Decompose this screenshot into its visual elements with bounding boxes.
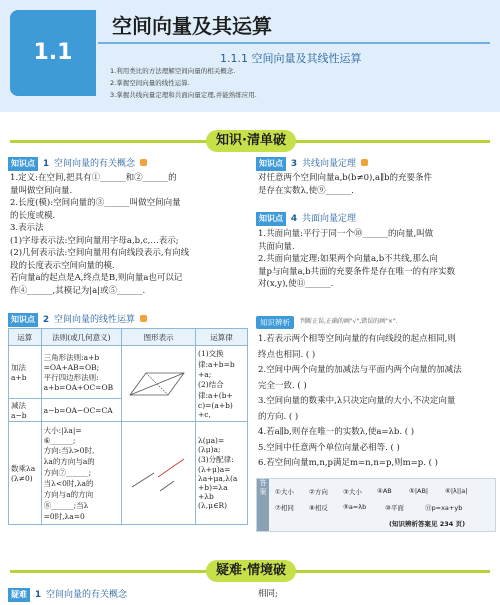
scalar-rule-line: 方向:当λ>0时,: [43, 445, 95, 455]
section-number: 1.1: [33, 40, 73, 65]
linear-operations-table: [8, 328, 248, 525]
add-rule-line: 平行四边形法则:: [43, 373, 99, 382]
subsection-title: 1.1.1 空间向量及其线性运算: [220, 52, 362, 65]
kp4-line: 2.共面向量定理:如果两个向量a,b不共线,那么向: [258, 254, 438, 264]
table-header-row: [9, 329, 248, 346]
analysis-item: 4.若a∥b,则存在唯一的实数λ,使a=λb. ( ): [258, 427, 415, 437]
kp1-line: 段的长度表示空间向量的模.: [10, 260, 115, 271]
kp2-name: 空间向量的线性运算: [54, 315, 136, 325]
analysis-item: 1.若表示两个相等空间向量的有向线段的起点相同,则: [258, 334, 456, 344]
law-line: (λ+μ)a=: [198, 465, 231, 474]
kp1-line: 的长度或模.: [10, 210, 56, 221]
kp1-name: 空间向量的有关概念: [54, 159, 136, 169]
vector-arrow: [158, 459, 184, 477]
law-line: +a;: [198, 370, 212, 379]
kp1-line: 量叫做空间向量.: [10, 185, 73, 196]
kp1-line: 1.定义:在空间,把具有①______和②______的: [10, 173, 177, 183]
kp1-number: 1: [42, 159, 50, 169]
add-rule-line: a+b=OA+OC=OB: [43, 383, 114, 392]
law-line: c)=(a+b): [198, 401, 233, 410]
scalar-rule-line: 方向与a的方向: [43, 489, 94, 499]
kp1-line: 若向量a的起点是A,终点是B,则向量a也可以记: [10, 273, 183, 283]
law-line: (λ,μ∈R): [198, 501, 228, 510]
scalar-laws: [196, 422, 248, 525]
answer-item: ⑧相反: [309, 504, 328, 512]
tip-icon: [361, 159, 368, 166]
kp2-tag: 知识点: [8, 313, 38, 327]
add-sub-laws: [196, 346, 248, 422]
table-header: 运算律: [196, 329, 248, 346]
answer-item: ⑥|λ||a|: [445, 487, 468, 495]
table-header: 法则(或几何意义): [41, 329, 122, 346]
kp4-line: 量p与向量a,b共面的充要条件是存在唯一的有序实数: [258, 266, 456, 277]
kp4-line: 共面向量.: [258, 241, 295, 252]
tip-icon: [140, 159, 147, 166]
difficulty-name: 空间向量的有关概念: [46, 590, 128, 600]
answer-item: ②方向: [309, 488, 328, 496]
kp1-line: 2.长度(模):空间向量的③______叫做空间向量: [10, 198, 181, 208]
kp3-heading: [256, 157, 368, 171]
add-rule-line: 三角形法则:a+b: [43, 353, 100, 362]
analysis-item: 2.空间中两个向量的加减法与平面内两个向量的加减法: [258, 365, 462, 375]
answer-item: ③大小: [343, 488, 362, 496]
law-line: (2)结合: [198, 380, 224, 389]
kp2-number: 2: [42, 315, 50, 325]
difficulty-kp-heading: [8, 588, 127, 602]
analysis-note: 判断正误,正确的画"√",错误的画"×".: [300, 318, 398, 325]
law-line: +c,: [198, 410, 211, 419]
knowledge-banner: [10, 130, 490, 152]
vector-arrow: [132, 473, 154, 487]
scalar-label-line: 数乘λa: [11, 464, 36, 473]
analysis-item: 6.若空间向量m,n,p满足m=n,n=p,则m=p. ( ): [258, 458, 438, 468]
section-title: 空间向量及其运算: [112, 14, 272, 38]
answer-tag: 答案: [257, 479, 269, 531]
kp3-text: [258, 172, 432, 197]
objective-3: 3.掌握共线向量定理和共面向量定理,并能熟练应用.: [110, 91, 257, 99]
kp1-line: 3.表示法: [10, 223, 44, 233]
kp4-name: 共面向量定理: [302, 214, 357, 224]
tip-icon: [140, 315, 147, 322]
add-label: 加法 a+b: [9, 346, 42, 399]
kp3-name: 共线向量定理: [302, 159, 357, 169]
knowledge-banner-label: 知识·清单破: [206, 130, 296, 152]
kp3-number: 3: [290, 159, 298, 169]
analysis-item: 5.空间中任意两个单位向量必相等. ( ): [258, 442, 400, 453]
scalar-rule-line: λa的方向与a的: [43, 456, 95, 466]
scalar-rule-line: ⑧______;当λ: [43, 500, 89, 510]
law-line: +λb: [198, 492, 214, 501]
analysis-items: [258, 332, 462, 472]
scalar-rule-line: =0时,λa=0: [43, 511, 85, 521]
difficulty-number: 1: [34, 590, 42, 600]
answer-item: ⑩平面: [385, 504, 404, 512]
scalar-rule-line: 当λ<0时,λa的: [43, 478, 94, 488]
add-rule: [41, 346, 122, 399]
kp1-text: [10, 172, 189, 297]
kp4-number: 4: [290, 214, 298, 224]
answer-item: ⑪p=xa+yb: [425, 504, 463, 512]
kp4-line: 对(x,y),使⑪______.: [258, 279, 334, 289]
kp3-tag: 知识点: [256, 157, 286, 171]
law-line: 律:a+b=b: [198, 360, 235, 369]
kp4-line: 1.共面向量:平行于同一个⑩______的向量,叫做: [258, 229, 434, 239]
law-line: λa+μa,λ(a: [198, 474, 238, 483]
table-row: [9, 346, 248, 399]
sub-rule: a−b=OA−OC=CA: [41, 399, 122, 422]
law-line: (3)分配律:: [198, 455, 234, 464]
law-line: (1)交换: [198, 349, 224, 358]
analysis-item: 3.空间向量的数乘中,λ只决定向量的大小,不决定向量: [258, 396, 456, 406]
kp4-text: [258, 228, 455, 291]
vector-arrow: [160, 481, 174, 491]
answer-item: ⑤|AB|: [409, 487, 429, 495]
kp1-line: 作④______,其模记为|a|或⑤______.: [10, 285, 146, 296]
difficulty-tag: 疑难: [8, 588, 30, 602]
scalar-rule-line: 大小:|λa|=: [43, 425, 82, 435]
analysis-item: 的方向. ( ): [258, 411, 299, 422]
table-header: 图形表示: [122, 329, 196, 346]
right-column-text: 相同;: [258, 589, 278, 599]
section-number-box: [10, 10, 96, 96]
difficulty-banner-label: 疑难·情境破: [206, 560, 296, 582]
objective-1: 1.利用类比的方法理解空间向量的相关概念.: [110, 67, 236, 75]
add-sub-figure: [122, 346, 196, 422]
analysis-item: 完全一致. ( ): [258, 380, 307, 391]
table-header: 运算: [9, 329, 42, 346]
analysis-item: 终点也相同. ( ): [258, 349, 316, 360]
title-divider: [98, 42, 490, 44]
analysis-tag: 知识辨析: [256, 316, 294, 329]
diagonal-line: [146, 373, 168, 395]
answer-item: ⑦相同: [275, 504, 294, 512]
scalar-rule-line: 方向⑦______;: [43, 467, 92, 477]
scalar-multiplication-figure: [124, 447, 190, 497]
sub-label: 减法 a−b: [9, 399, 42, 422]
answer-item: ①大小: [275, 488, 294, 496]
kp4-tag: 知识点: [256, 212, 286, 226]
law-line: 律:a+(b+: [198, 391, 233, 400]
chapter-header: [0, 0, 500, 112]
kp4-heading: [256, 212, 356, 226]
answer-footer: (知识辨析答案见 234 页): [389, 520, 466, 528]
kp3-line: 是存在实数λ,使⑨______.: [258, 185, 354, 196]
kp1-line: (1)字母表示法:空间向量用字母a,b,c,…表示;: [10, 235, 179, 246]
parallelogram-figure: [124, 363, 190, 403]
scalar-rule-line: ⑥______;: [43, 435, 76, 445]
law-line: λ(μa)=(λμ)a;: [198, 436, 225, 454]
kp3-line: 对任意两个空间向量a,b(b≠0),a∥b的充要条件: [258, 173, 432, 183]
answer-item: ④AB: [377, 487, 392, 495]
kp1-line: (2)几何表示法:空间向量用有向线段表示,有向线: [10, 248, 190, 258]
add-rule-line: =OA+AB=OB;: [43, 363, 100, 372]
kp2-heading: [8, 313, 147, 327]
kp1-heading: [8, 157, 147, 171]
objective-2: 2.掌握空间向量的线性运算.: [110, 79, 190, 87]
scalar-rule: [41, 422, 122, 525]
answer-box: [256, 478, 496, 532]
table-row: [9, 422, 248, 525]
law-line: +b)=λa: [198, 483, 228, 492]
answer-item: ⑨a=λb: [343, 503, 367, 511]
difficulty-banner: [10, 560, 490, 582]
scalar-figure: [122, 422, 196, 525]
scalar-label-line: (λ≠0): [11, 474, 33, 483]
kp1-tag: 知识点: [8, 157, 38, 171]
scalar-label: [9, 422, 42, 525]
